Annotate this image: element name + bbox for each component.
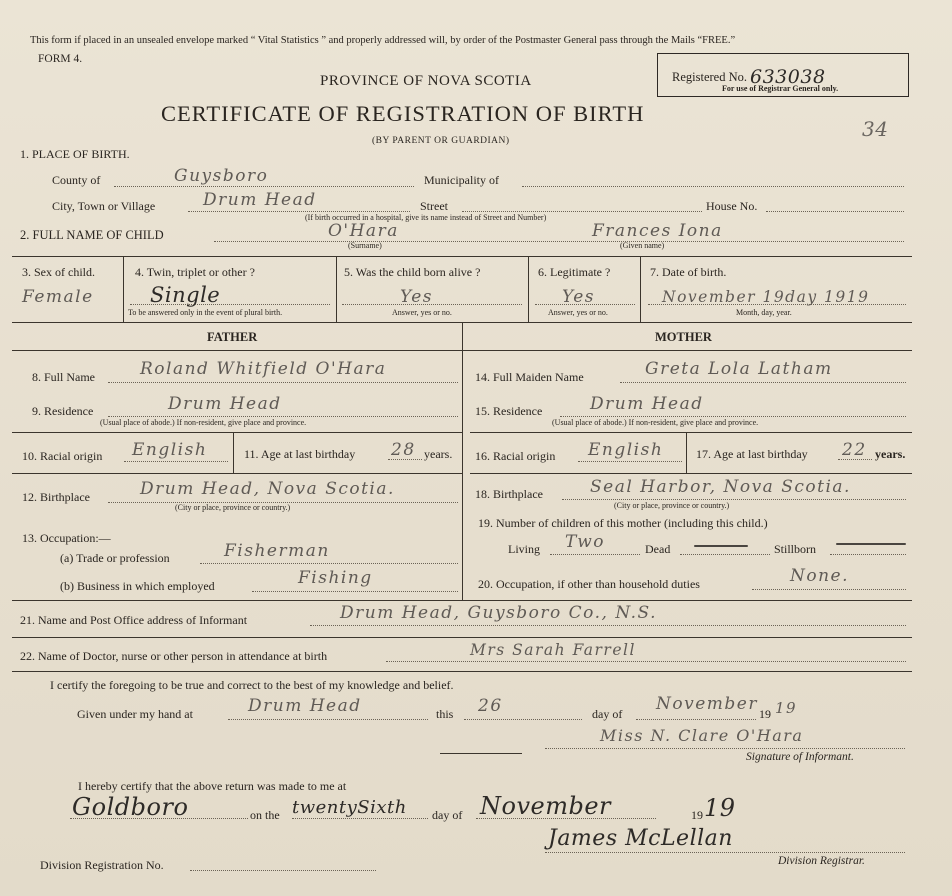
mother-residence-note: (Usual place of abode.) If non-resident, give place and province. bbox=[552, 418, 759, 427]
registrar-statement: I hereby certify that the above return was made to me at bbox=[78, 779, 347, 793]
father-years-label: years. bbox=[424, 447, 453, 461]
informant-signature: Miss N. Clare O'Hara bbox=[600, 726, 804, 745]
row-divider bbox=[12, 256, 912, 257]
registrar-signature-line bbox=[545, 852, 905, 853]
informant-signature-caption: Signature of Informant. bbox=[746, 751, 854, 763]
father-residence-line bbox=[108, 416, 458, 417]
father-residence-note: (Usual place of abode.) If non-resident, give place and province. bbox=[100, 418, 307, 427]
father-heading: FATHER bbox=[207, 330, 258, 344]
attendant-name: Mrs Sarah Farrell bbox=[470, 641, 636, 659]
dead-label: Dead bbox=[645, 542, 671, 556]
alive-value: Yes bbox=[400, 287, 434, 307]
row-divider bbox=[12, 637, 912, 638]
child-name-label: 2. FULL NAME OF CHILD bbox=[20, 228, 164, 242]
col-divider bbox=[233, 433, 234, 473]
father-race-value: English bbox=[132, 440, 208, 460]
mother-race-line bbox=[578, 461, 682, 462]
father-name-line bbox=[108, 382, 458, 383]
given-year-suffix: 19 bbox=[775, 699, 798, 717]
given-month: November bbox=[656, 694, 758, 714]
given-place-line bbox=[228, 719, 428, 720]
row-divider bbox=[12, 671, 912, 672]
col-divider bbox=[123, 257, 124, 323]
division-registration-label: Division Registration No. bbox=[40, 858, 164, 872]
legitimate-line bbox=[535, 304, 635, 305]
father-business-label: (b) Business in which employed bbox=[60, 579, 215, 593]
legitimate-value: Yes bbox=[562, 287, 596, 307]
hospital-note: (If birth occurred in a hospital, give its name instead of Street and Number) bbox=[305, 213, 547, 222]
house-label: House No. bbox=[706, 199, 758, 213]
registered-label: Registered No. bbox=[672, 70, 747, 84]
given-year-prefix: 19 bbox=[759, 707, 771, 721]
registrar-signature: James McLellan bbox=[548, 826, 733, 851]
county-value: Guysboro bbox=[174, 166, 269, 186]
dob-value: November 19day 1919 bbox=[662, 288, 870, 306]
division-registration-line bbox=[190, 870, 376, 871]
attendant-line bbox=[386, 661, 906, 662]
registrar-year-prefix: 19 bbox=[691, 808, 703, 822]
mother-birthplace-note: (City or place, province or country.) bbox=[614, 501, 730, 510]
col-divider bbox=[640, 257, 641, 323]
twin-note: To be answered only in the event of plural birth. bbox=[128, 308, 283, 317]
father-trade-value: Fisherman bbox=[224, 541, 330, 561]
registrar-use-note: For use of Registrar General only. bbox=[722, 84, 839, 93]
sex-value: Female bbox=[22, 287, 94, 307]
father-residence-label: 9. Residence bbox=[32, 404, 94, 418]
mother-birthplace-line bbox=[562, 499, 906, 500]
living-line bbox=[550, 554, 640, 555]
county-label: County of bbox=[52, 173, 101, 187]
county-line bbox=[114, 186, 414, 187]
mother-name-line bbox=[620, 382, 906, 383]
dob-note: Month, day, year. bbox=[736, 308, 792, 317]
registrar-month: November bbox=[480, 792, 612, 820]
street-label: Street bbox=[420, 199, 448, 213]
day-of-label: day of bbox=[592, 707, 623, 721]
dob-line bbox=[648, 304, 906, 305]
child-given-name: Frances Iona bbox=[592, 221, 723, 241]
place-of-birth-heading: 1. PLACE OF BIRTH. bbox=[20, 147, 130, 161]
mother-residence-label: 15. Residence bbox=[475, 404, 543, 418]
page-title: CERTIFICATE OF REGISTRATION OF BIRTH bbox=[161, 101, 645, 126]
mother-residence-line bbox=[560, 416, 906, 417]
registrar-place: Goldboro bbox=[72, 793, 189, 821]
sex-label: 3. Sex of child. bbox=[22, 265, 95, 279]
father-birthplace-value: Drum Head, Nova Scotia. bbox=[140, 479, 395, 499]
informant-label: 21. Name and Post Office address of Informant bbox=[20, 613, 248, 627]
given-caption: (Given name) bbox=[620, 241, 665, 250]
father-name-label: 8. Full Name bbox=[32, 370, 95, 384]
row-divider bbox=[470, 432, 912, 433]
given-day: 26 bbox=[478, 696, 503, 716]
corner-mark: 34 bbox=[862, 117, 889, 141]
father-name-value: Roland Whitfield O'Hara bbox=[140, 359, 387, 379]
alive-label: 5. Was the child born alive ? bbox=[344, 265, 481, 279]
col-divider bbox=[528, 257, 529, 323]
registrar-day-of-label: day of bbox=[432, 808, 463, 822]
living-label: Living bbox=[508, 542, 540, 556]
registrar-year-suffix: 19 bbox=[704, 794, 736, 822]
dead-line bbox=[680, 554, 770, 555]
legitimate-note: Answer, yes or no. bbox=[548, 308, 608, 317]
informant-signature-line bbox=[545, 748, 905, 749]
mother-years-label: years. bbox=[875, 447, 906, 461]
registrar-day: twentySixth bbox=[292, 797, 407, 818]
short-rule bbox=[440, 753, 522, 754]
city-line bbox=[188, 211, 410, 212]
father-trade-label: (a) Trade or profession bbox=[60, 551, 170, 565]
row-divider bbox=[12, 350, 912, 351]
alive-note: Answer, yes or no. bbox=[392, 308, 452, 317]
given-label: Given under my hand at bbox=[77, 707, 193, 721]
child-name-line bbox=[214, 241, 904, 242]
attendant-label: 22. Name of Doctor, nurse or other person in attendance at birth bbox=[20, 649, 328, 663]
mother-occupation-value: None. bbox=[790, 566, 850, 586]
page-subtitle: (BY PARENT OR GUARDIAN) bbox=[372, 136, 510, 146]
father-race-label: 10. Racial origin bbox=[22, 449, 103, 463]
mother-occupation-line bbox=[752, 589, 906, 590]
father-birthplace-label: 12. Birthplace bbox=[22, 490, 90, 504]
mother-name-value: Greta Lola Latham bbox=[645, 359, 833, 379]
city-label: City, Town or Village bbox=[52, 199, 156, 213]
row-divider bbox=[12, 600, 912, 601]
father-occupation-label: 13. Occupation:— bbox=[22, 531, 111, 545]
father-birthplace-note: (City or place, province or country.) bbox=[175, 503, 291, 512]
father-trade-line bbox=[200, 563, 458, 564]
father-age-value: 28 bbox=[391, 440, 416, 460]
mother-children-label: 19. Number of children of this mother (including this child.) bbox=[478, 516, 768, 530]
mother-occupation-label: 20. Occupation, if other than household duties bbox=[478, 577, 700, 591]
mother-race-value: English bbox=[588, 440, 664, 460]
municipality-label: Municipality of bbox=[424, 173, 499, 187]
province-heading: PROVINCE OF NOVA SCOTIA bbox=[320, 73, 532, 89]
informant-address: Drum Head, Guysboro Co., N.S. bbox=[340, 603, 657, 623]
child-surname: O'Hara bbox=[328, 221, 399, 241]
mother-residence-value: Drum Head bbox=[590, 394, 704, 414]
stillborn-label: Stillborn bbox=[774, 542, 817, 556]
living-value: Two bbox=[565, 532, 606, 552]
city-value: Drum Head bbox=[203, 190, 317, 210]
father-race-line bbox=[124, 461, 228, 462]
street-line bbox=[462, 211, 702, 212]
registrar-caption: Division Registrar. bbox=[778, 855, 865, 867]
twin-line bbox=[130, 304, 330, 305]
mother-race-label: 16. Racial origin bbox=[475, 449, 556, 463]
given-day-line bbox=[464, 719, 582, 720]
form-number: FORM 4. bbox=[38, 53, 83, 65]
municipality-line bbox=[522, 186, 904, 187]
row-divider bbox=[470, 473, 912, 474]
surname-caption: (Surname) bbox=[348, 241, 382, 250]
row-divider bbox=[12, 432, 462, 433]
informant-line bbox=[310, 625, 906, 626]
legitimate-label: 6. Legitimate ? bbox=[538, 265, 611, 279]
father-business-value: Fishing bbox=[298, 568, 373, 588]
this-label: this bbox=[436, 707, 454, 721]
stillborn-dash-mark bbox=[836, 543, 906, 545]
col-divider bbox=[336, 257, 337, 323]
house-line bbox=[766, 211, 904, 212]
father-age-label: 11. Age at last birthday bbox=[244, 447, 356, 461]
col-divider bbox=[686, 433, 687, 473]
row-divider bbox=[12, 473, 462, 474]
registered-number: 633038 bbox=[750, 66, 826, 88]
mother-name-label: 14. Full Maiden Name bbox=[475, 370, 584, 384]
father-residence-value: Drum Head bbox=[168, 394, 282, 414]
mother-birthplace-value: Seal Harbor, Nova Scotia. bbox=[590, 477, 851, 497]
mother-heading: MOTHER bbox=[655, 330, 712, 344]
twin-label: 4. Twin, triplet or other ? bbox=[135, 265, 255, 279]
stillborn-line bbox=[830, 554, 906, 555]
mailing-note: This form if placed in an unsealed envelope marked “ Vital Statistics ” and properly addressed will, by order of the Postmaster General pass through the Mails “FREE.” bbox=[30, 35, 736, 46]
certify-statement: I certify the foregoing to be true and correct to the best of my knowledge and belief. bbox=[50, 678, 454, 692]
alive-line bbox=[342, 304, 522, 305]
given-place: Drum Head bbox=[248, 696, 362, 716]
dead-dash-mark bbox=[694, 545, 748, 547]
mother-age-value: 22 bbox=[842, 440, 867, 460]
twin-value: Single bbox=[150, 283, 221, 307]
given-month-line bbox=[636, 719, 756, 720]
dob-label: 7. Date of birth. bbox=[650, 265, 727, 279]
mother-age-label: 17. Age at last birthday bbox=[696, 447, 808, 461]
on-the-label: on the bbox=[250, 808, 280, 822]
father-business-line bbox=[252, 591, 458, 592]
parents-divider bbox=[462, 323, 463, 600]
mother-birthplace-label: 18. Birthplace bbox=[475, 487, 543, 501]
